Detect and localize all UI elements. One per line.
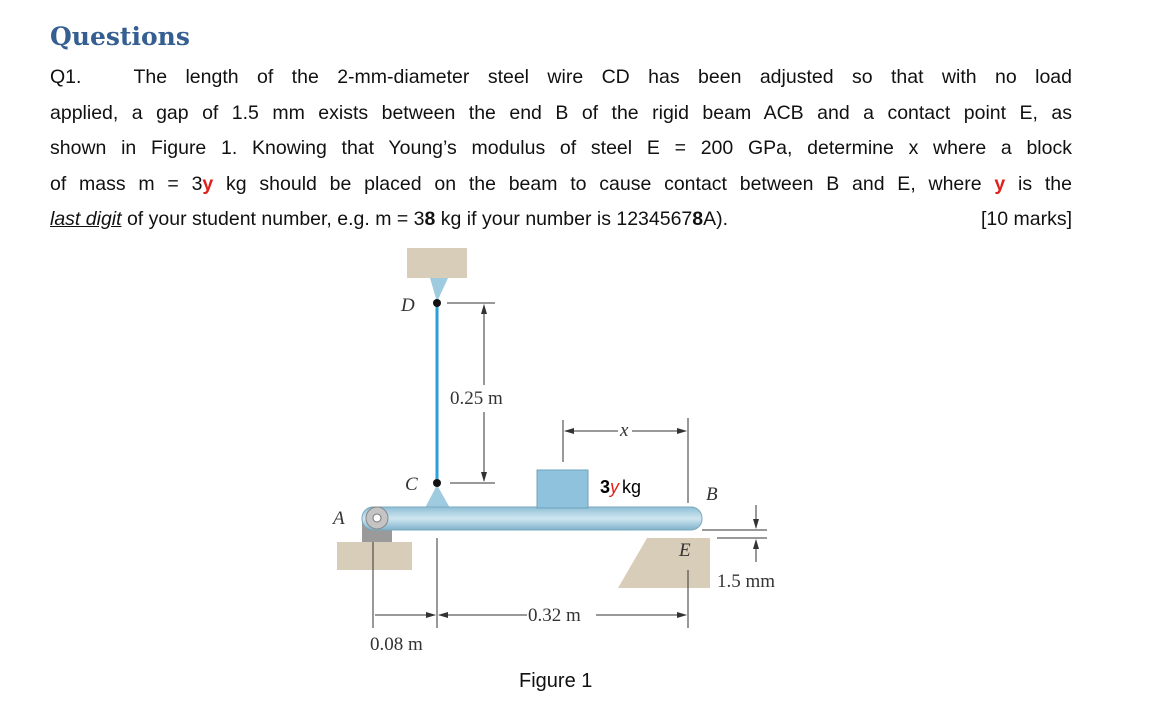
mass-label [600,477,641,497]
mass-unit: kg [622,477,642,497]
text: kg should be placed on the beam to cause contact between B and E, where [213,172,995,195]
label-a: A [333,508,345,529]
contact-e-support [618,538,710,588]
mass-block [537,470,588,508]
figure-caption: Figure 1 [519,670,593,692]
text: is the [1005,172,1072,195]
pin-d [433,299,441,307]
text: The length of the 2-mm-diameter steel wire CD has been adjusted so that with no load [133,66,1072,88]
dim-x-label: x [620,420,629,441]
question-line-2: applied, a gap of 1.5 mm exists between the end B of the rigid beam ACB and a contact point E, as [50,101,1072,124]
marks: [10 marks] [980,208,1072,230]
highlight-y: y [994,172,1006,195]
support-d-bracket [430,278,448,302]
label-e: E [679,540,691,561]
support-c-bracket [425,485,450,508]
rigid-beam-acb [362,507,702,530]
dim-cd-label: 0.25 m [450,388,503,409]
ground-a [337,542,412,570]
dim-gap-label: 1.5 mm [717,571,776,592]
pin-a-hole [373,514,381,522]
mass-y: y [610,477,620,497]
text: 8 [692,208,704,230]
highlight-y: y [202,172,214,195]
question-line-3: shown in Figure 1. Knowing that Young’s modulus of steel E = 200 GPa, determine x where a block [50,137,1072,159]
text: 8 [424,208,436,230]
dim-cb-label: 0.32 m [528,605,581,626]
label-b: B [706,484,718,505]
text: of your student number, e.g. m = 3 [121,208,425,230]
label-d: D [401,295,415,316]
dim-ac-label: 0.08 m [370,634,423,655]
section-heading: Questions [50,22,190,51]
label-c: C [405,474,418,495]
text: of mass m = 3 [50,172,203,195]
question-number: Q1. [50,66,82,88]
ceiling-support [407,248,467,278]
mass-coef: 3 [600,477,611,497]
text: kg if your number is 1234567 [435,208,693,230]
text: A). [703,208,729,230]
pin-c [433,479,441,487]
last-digit-emphasis: last digit [50,208,122,230]
